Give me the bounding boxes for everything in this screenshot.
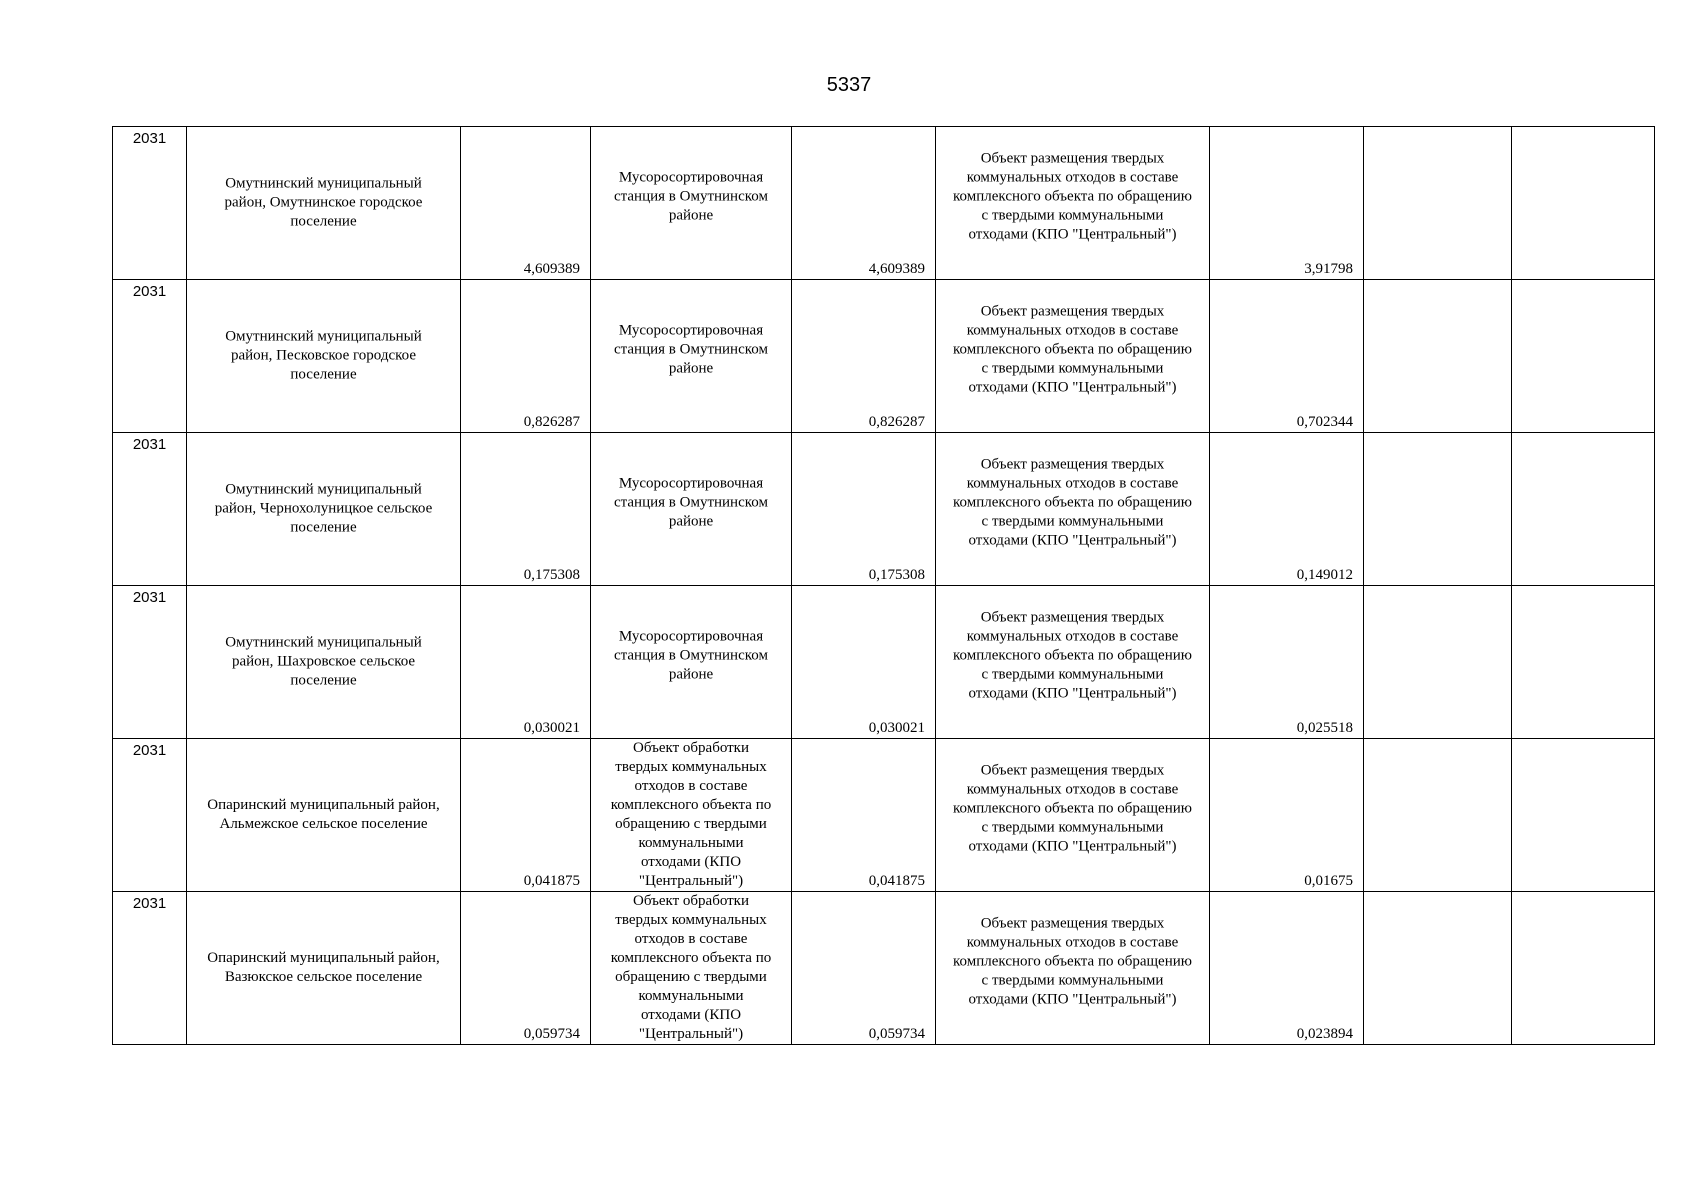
amount-3-cell (1210, 892, 1364, 1045)
facility-name: Мусоросортировочная станция в Омутнинском районе (614, 628, 768, 683)
amount-2-value: 0,041875 (868, 873, 925, 889)
amount-1-cell (461, 280, 591, 433)
amount-1-value: 0,030021 (523, 720, 580, 736)
year-cell (113, 586, 187, 739)
source-cell (187, 586, 461, 739)
facility-name: Мусоросортировочная станция в Омутнинском районе (614, 475, 768, 530)
amount-2-value: 0,030021 (868, 720, 925, 736)
disposal-name: Объект размещения твердых коммунальных отходов в составе комплексного объекта по обращению с твердыми коммунальными отходами (КПО "Центральный") (953, 915, 1192, 1008)
empty-cell (1364, 739, 1512, 892)
amount-1-cell (461, 892, 591, 1045)
year-value: 2031 (132, 130, 167, 147)
source-cell (187, 280, 461, 433)
empty-cell (1364, 127, 1512, 280)
disposal-name: Объект размещения твердых коммунальных отходов в составе комплексного объекта по обращению с твердыми коммунальными отходами (КПО "Центральный") (953, 303, 1192, 396)
empty-cell (1364, 280, 1512, 433)
year-cell (113, 127, 187, 280)
disposal-name: Объект размещения твердых коммунальных отходов в составе комплексного объекта по обращению с твердыми коммунальными отходами (КПО "Центральный") (953, 762, 1192, 855)
source-name: Омутнинский муниципальный район, Чернохолуницкое сельское поселение (214, 481, 433, 536)
disposal-cell (936, 127, 1210, 280)
amount-1-cell (461, 586, 591, 739)
facility-cell (591, 433, 792, 586)
amount-2-value: 0,059734 (868, 1026, 925, 1042)
empty-cell (1512, 892, 1655, 1045)
source-name: Опаринский муниципальный район, Альмежское сельское поселение (207, 797, 440, 832)
amount-3-cell (1210, 280, 1364, 433)
empty-cell (1512, 739, 1655, 892)
facility-name: Мусоросортировочная станция в Омутнинском районе (614, 322, 768, 377)
amount-1-value: 0,041875 (523, 873, 580, 889)
amount-2-cell (792, 739, 936, 892)
amount-1-value: 0,826287 (523, 414, 580, 430)
table-row (113, 433, 1655, 586)
source-cell (187, 739, 461, 892)
amount-1-value: 0,175308 (523, 567, 580, 583)
amount-3-value: 0,01675 (1304, 873, 1353, 889)
year-value: 2031 (132, 436, 167, 453)
amount-1-cell (461, 127, 591, 280)
amount-2-cell (792, 586, 936, 739)
disposal-name: Объект размещения твердых коммунальных отходов в составе комплексного объекта по обращению с твердыми коммунальными отходами (КПО "Центральный") (953, 150, 1192, 243)
disposal-name: Объект размещения твердых коммунальных отходов в составе комплексного объекта по обращению с твердыми коммунальными отходами (КПО "Центральный") (953, 456, 1192, 549)
amount-3-value: 0,149012 (1296, 567, 1353, 583)
facility-name: Объект обработки твердых коммунальных отходов в составе комплексного объекта по обращению с твердыми коммунальными отходами (КПО "Центральный") (610, 893, 772, 1042)
table-body (113, 127, 1655, 1045)
disposal-cell (936, 280, 1210, 433)
facility-cell (591, 586, 792, 739)
empty-cell (1512, 127, 1655, 280)
amount-3-value: 0,023894 (1296, 1026, 1353, 1042)
amount-3-value: 0,025518 (1296, 720, 1353, 736)
source-name: Омутнинский муниципальный район, Шахровское сельское поселение (225, 634, 422, 689)
empty-cell (1512, 586, 1655, 739)
disposal-cell (936, 586, 1210, 739)
empty-cell (1364, 433, 1512, 586)
year-cell (113, 433, 187, 586)
table-row (113, 280, 1655, 433)
table-row (113, 127, 1655, 280)
facility-cell (591, 892, 792, 1045)
source-cell (187, 127, 461, 280)
amount-2-cell (792, 892, 936, 1045)
amount-3-cell (1210, 586, 1364, 739)
amount-3-cell (1210, 127, 1364, 280)
facility-cell (591, 127, 792, 280)
amount-2-value: 0,175308 (868, 567, 925, 583)
table-row (113, 892, 1655, 1045)
amount-3-value: 3,91798 (1304, 261, 1353, 277)
source-name: Омутнинский муниципальный район, Омутнинское городское поселение (224, 175, 423, 230)
amount-3-value: 0,702344 (1296, 414, 1353, 430)
empty-cell (1512, 433, 1655, 586)
waste-flow-table (112, 126, 1655, 1045)
amount-1-value: 4,609389 (523, 261, 580, 277)
year-value: 2031 (132, 589, 167, 606)
disposal-cell (936, 433, 1210, 586)
year-cell (113, 280, 187, 433)
amount-1-cell (461, 739, 591, 892)
source-name: Омутнинский муниципальный район, Песковское городское поселение (225, 328, 422, 383)
year-cell (113, 892, 187, 1045)
year-value: 2031 (132, 895, 167, 912)
amount-2-cell (792, 280, 936, 433)
year-value: 2031 (132, 742, 167, 759)
year-value: 2031 (132, 283, 167, 300)
facility-name: Объект обработки твердых коммунальных отходов в составе комплексного объекта по обращению с твердыми коммунальными отходами (КПО "Центральный") (610, 740, 772, 889)
amount-1-cell (461, 433, 591, 586)
amount-3-cell (1210, 739, 1364, 892)
amount-2-value: 4,609389 (868, 261, 925, 277)
source-cell (187, 433, 461, 586)
empty-cell (1512, 280, 1655, 433)
source-name: Опаринский муниципальный район, Вазюкское сельское поселение (207, 950, 440, 985)
disposal-cell (936, 739, 1210, 892)
disposal-name: Объект размещения твердых коммунальных отходов в составе комплексного объекта по обращению с твердыми коммунальными отходами (КПО "Центральный") (953, 609, 1192, 702)
year-cell (113, 739, 187, 892)
page-number: 5337 (826, 74, 872, 96)
empty-cell (1364, 892, 1512, 1045)
disposal-cell (936, 892, 1210, 1045)
amount-1-value: 0,059734 (523, 1026, 580, 1042)
facility-cell (591, 739, 792, 892)
amount-2-value: 0,826287 (868, 414, 925, 430)
amount-2-cell (792, 127, 936, 280)
facility-name: Мусоросортировочная станция в Омутнинском районе (614, 169, 768, 224)
source-cell (187, 892, 461, 1045)
facility-cell (591, 280, 792, 433)
empty-cell (1364, 586, 1512, 739)
table-row (113, 739, 1655, 892)
amount-3-cell (1210, 433, 1364, 586)
table-row (113, 586, 1655, 739)
amount-2-cell (792, 433, 936, 586)
